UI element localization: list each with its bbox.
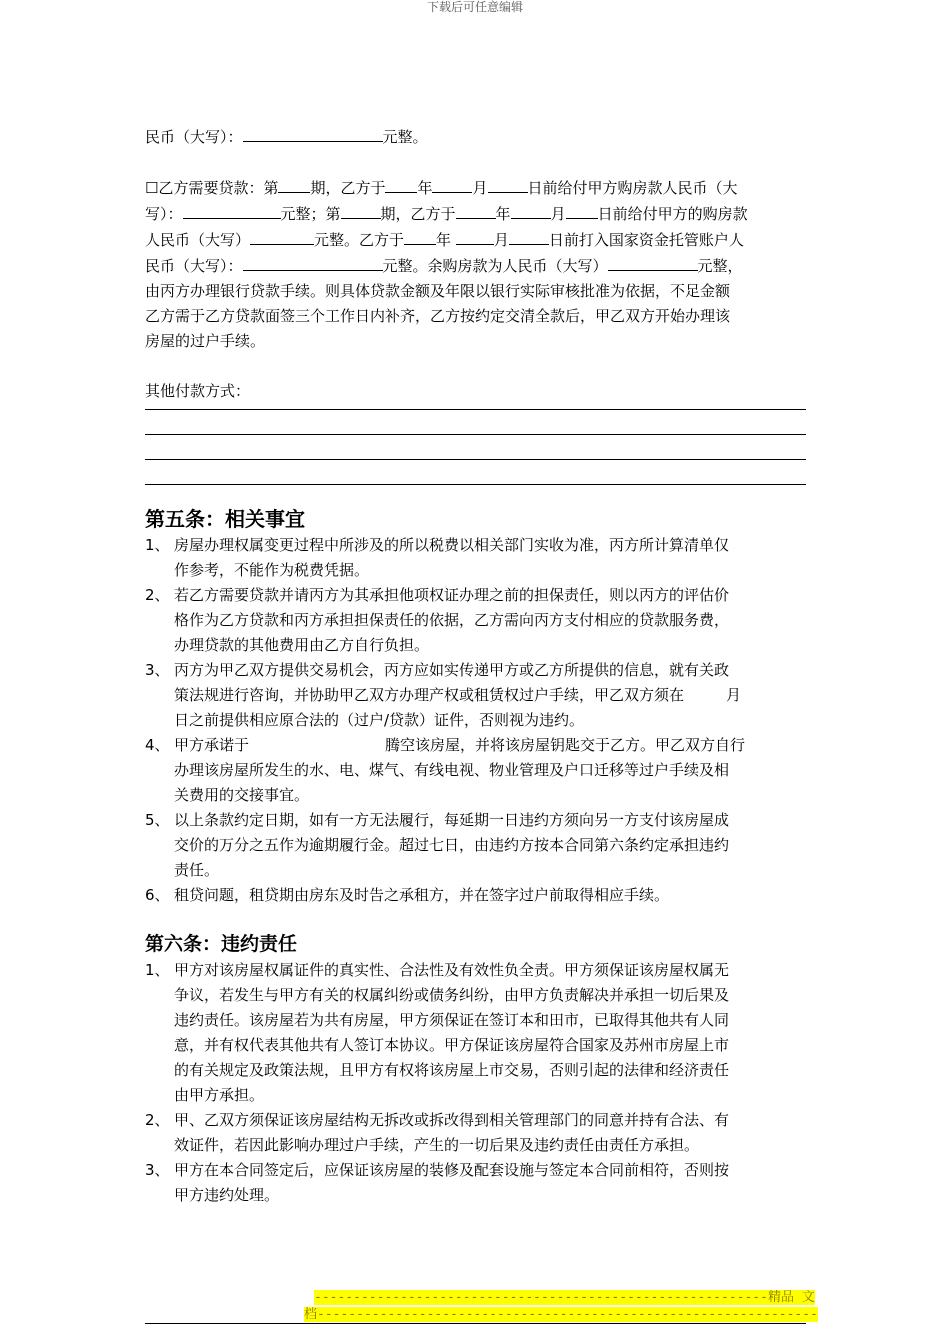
blank-field[interactable] <box>488 175 528 193</box>
loan-checkbox-label[interactable]: ☐乙方需要贷款：第 <box>145 179 279 197</box>
article-6-item-1: 1、 甲方对该房屋权属证件的真实性、合法性及有效性负全责。甲方须保证该房屋权属无 争议，若发生与甲方有关的权属纠纷或债务纠纷，由甲方负责解决并承担一切后果及 违约责任。该房屋若为共有房屋，甲方须保证在签订本和田市，已取得其他共有人同 意，并有权代表其他共有人签订本协议。甲方保证该房屋符合国家及苏州市房屋上市 的有关规定及政策法规，且甲方有权将该房屋上市交易，否则引起的法律和经济责任 由甲方承担。 <box>145 961 730 1104</box>
article-5-item-1: 1、 房屋办理权属变更过程中所涉及的所以税费以相关部门实收为准，丙方所计算清单仅 作参考，不能作为税费凭据。 <box>145 536 730 579</box>
other-payment-line-4[interactable] <box>145 460 806 485</box>
blank-field[interactable] <box>404 227 436 245</box>
blank-field[interactable] <box>432 175 472 193</box>
blank-field[interactable] <box>341 201 381 219</box>
article-6-title: 第六条：违约责任 <box>145 933 298 955</box>
blank-field[interactable] <box>250 227 314 245</box>
article-5-title: 第五条：相关事宜 <box>145 507 305 531</box>
article-5-item-4: 4、 甲方承诺于 腾空该房屋，并将该房屋钥匙交于乙方。甲乙双方自行 办理该房屋所发生的水、电、煤气、有线电视、物业管理及户口迁移等过户手续及相 关费用的交接事宜。 <box>145 736 746 804</box>
blank-field[interactable] <box>243 253 383 271</box>
blank-field[interactable] <box>456 227 494 245</box>
blank-field[interactable] <box>566 201 598 219</box>
article-5-item-2: 2、 若乙方需要贷款并请丙方为其承担他项权证办理之前的担保责任，则以丙方的评估价 格作为乙方贷款和丙方承担担保责任的依据，乙方需向丙方支付相应的贷款服务费， 办理贷款的其他费用由乙方自行负担。 <box>145 586 730 654</box>
loan-paragraph: ☐乙方需要贷款：第 期，乙方于 年 月 日前给付甲方购房款人民币（大 写）： 元整；第 期，乙方于 年 月 日前给付甲方的购房款 人民币（大写） 元整。乙方于 年 月 日前打入国家资金托管账户人 民币（大写）： 元整。余购房款为人民币（大写） 元整， 由丙方办理银行贷款手续。则具体贷款金额及年限以银行实际审核批准为依据，不足金额 乙方需于乙方贷款面签三个工作日内补齐，乙方按约定交清全款后，甲乙双方开始办理该 房屋的过户手续。 <box>145 175 806 354</box>
article-5-item-6: 6、 租贷问题，租贷期由房东及时告之承租方，并在签字过户前取得相应手续。 <box>145 886 670 904</box>
blank-field[interactable] <box>509 227 549 245</box>
article-5-item-3: 3、 丙方为甲乙双方提供交易机会，丙方应如实传递甲方或乙方所提供的信息，就有关政 策法规进行咨询，并协助甲乙双方办理产权或租赁权过户手续，甲乙双方须在 月 日之前提供相应原合法的（过户/贷款）证件，否则视为违约。 <box>145 661 742 729</box>
article-6-item-2: 2、 甲、乙双方须保证该房屋结构无拆改或拆改得到相关管理部门的同意并持有合法、有 效证件，若因此影响办理过户手续，产生的一切后果及违约责任由责任方承担。 <box>145 1111 730 1154</box>
footer-divider <box>145 1323 806 1324</box>
blank-field[interactable] <box>183 201 281 219</box>
blank-field[interactable] <box>511 201 551 219</box>
blank-field[interactable] <box>243 124 383 142</box>
page-header: 下载后可任意编辑 <box>426 0 523 14</box>
article-5-item-5: 5、 以上条款约定日期，如有一方无法履行，每延期一日违约方须向另一方支付该房屋成 交价的万分之五作为逾期履行金。超过七日，由违约方按本合同第六条约定承担违约 责任。 <box>145 811 730 879</box>
other-payment-line-3[interactable] <box>145 435 806 460</box>
blank-field[interactable] <box>278 175 310 193</box>
blank-field[interactable] <box>456 201 496 219</box>
article-6-item-3: 3、 甲方在本合同签定后，应保证该房屋的装修及配套设施与签定本合同前相符，否则按 甲方违约处理。 <box>145 1161 730 1204</box>
other-payment-label: 其他付款方式： <box>145 382 251 400</box>
footer-watermark: ----------------------------------------------------------精品 文 档---------------------------------------------------------------- <box>304 1290 818 1322</box>
blank-field[interactable] <box>385 175 417 193</box>
payment-total-line: 民币（大写）： 元整。 <box>145 124 806 150</box>
document-body <box>145 124 806 1208</box>
other-payment-line-2[interactable] <box>145 410 806 435</box>
blank-field[interactable] <box>608 253 698 271</box>
